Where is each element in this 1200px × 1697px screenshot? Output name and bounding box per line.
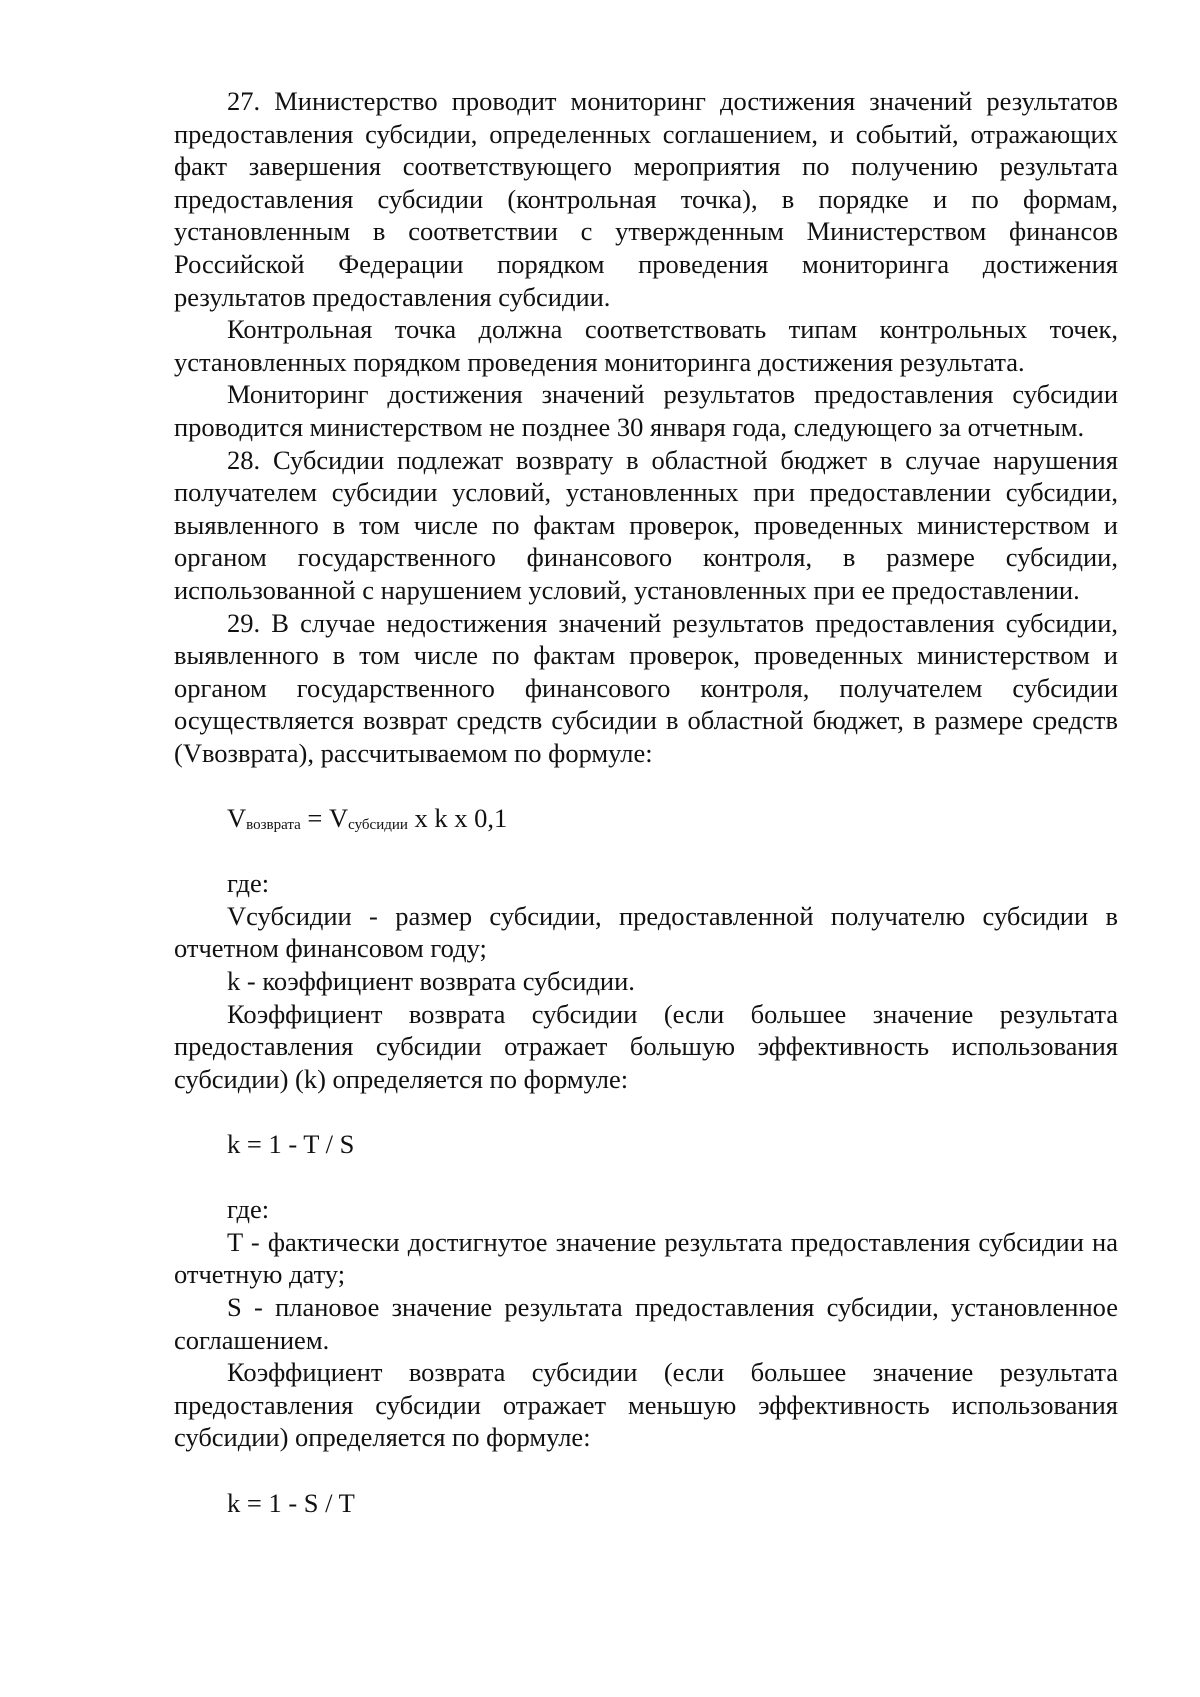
definition-k: k - коэффициент возврата субсидии. xyxy=(227,966,635,997)
formula-v-subsidy: V xyxy=(329,803,349,834)
spacer xyxy=(174,1161,1118,1194)
formula-v-return: V xyxy=(227,803,247,834)
formula-v-subsidy-subscript: субсидии xyxy=(348,817,408,834)
paragraph-coefficient-lesser-effect: Коэффициент возврата субсидии (если большее значение результата предоставления субсидии отражает меньшую эффективность использования субсидии) определяется по формуле: xyxy=(174,1357,1118,1453)
definition-v-subsidy: Vсубсидии - размер субсидии, предоставленной получателю субсидии в отчетном финансовом году; xyxy=(174,900,1118,964)
where-label: где: xyxy=(227,868,270,899)
spacer xyxy=(174,835,1118,868)
formula-k-t-over-s: k = 1 - T / S xyxy=(227,1129,355,1159)
paragraph-control-point: Контрольная точка должна соответствовать типам контрольных точек, установленных порядком проведения мониторинга достижения результата. xyxy=(174,314,1118,377)
paragraph-27: 27. Министерство проводит мониторинг достижения значений результатов предоставления субсидии, определенных соглашением, и событий, отражающих факт завершения соответствующего мероприятия по получению результата предоставления субсидии (контрольная точка), в порядке и по формам, установленным в соответствии с утвержденным Министерством финансов Российской Федерации порядком проведения мониторинга достижения результатов предоставления субсидии. xyxy=(174,86,1118,312)
formula-equals: = xyxy=(300,803,329,834)
where-label: где: xyxy=(227,1194,270,1225)
spacer xyxy=(174,1454,1118,1487)
spacer xyxy=(174,1095,1118,1128)
formula-multipliers: x k x 0,1 xyxy=(407,803,508,834)
document-page xyxy=(174,85,1118,1519)
paragraph-coefficient-greater-effect: Коэффициент возврата субсидии (если большее значение результата предоставления субсидии отражает большую эффективность использования субсидии) (k) определяется по формуле: xyxy=(174,998,1118,1094)
spacer xyxy=(174,769,1118,802)
paragraph-28: 28. Субсидии подлежат возврату в областной бюджет в случае нарушения получателем субсидии условий, установленных при предоставлении субсидии, выявленного в том числе по фактам проверок, проведенных министерством и органом государственного финансового контроля, в размере субсидии, использованной с нарушением условий, установленных при ее предоставлении. xyxy=(174,444,1118,605)
definition-t: T - фактически достигнутое значение результата предоставления субсидии на отчетную дату; xyxy=(174,1226,1118,1290)
paragraph-29: 29. В случае недостижения значений результатов предоставления субсидии, выявленного в том числе по фактам проверок, проведенных министерством и органом государственного финансового контроля, получателем субсидии осуществляется возврат средств субсидии в областной бюджет, в размере средств (Vвозврата), рассчитываемом по формуле: xyxy=(174,607,1118,768)
formula-v-return-subscript: возврата xyxy=(246,817,301,834)
formula-k-s-over-t: k = 1 - S / T xyxy=(227,1487,355,1518)
definition-s: S - плановое значение результата предоставления субсидии, установленное соглашением. xyxy=(174,1291,1118,1355)
formula-return-amount xyxy=(174,802,1118,835)
paragraph-monitoring-deadline: Мониторинг достижения значений результатов предоставления субсидии проводится министерством не позднее 30 января года, следующего за отчетным. xyxy=(174,379,1118,442)
